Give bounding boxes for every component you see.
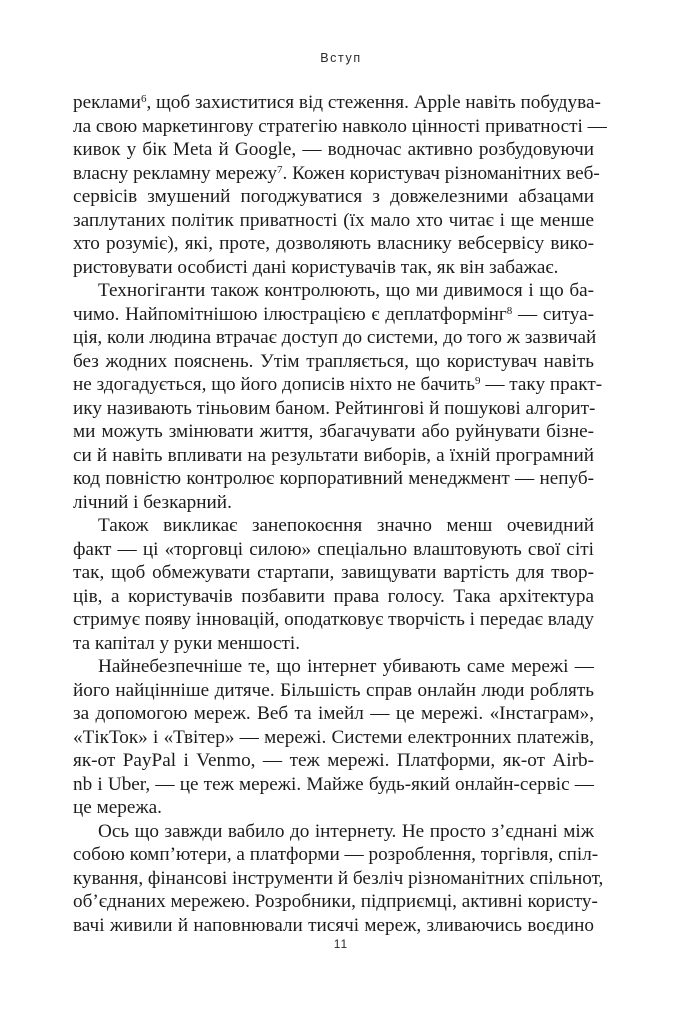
text-line: за допомогою мереж. Веб та імейл — це мережі. «Інстаграм», [73, 703, 594, 724]
text-line: об’єднаних мережею. Розробники, підприємці, активні користу- [73, 891, 598, 912]
text-line: хто розуміє), які, проте, дозволяють власнику вебсервісу вико- [73, 233, 594, 254]
footnote-marker: 9 [475, 375, 481, 387]
text-line: код повністю контролює корпоративний менеджмент — непуб- [73, 468, 594, 489]
text-line: заплутаних політик приватності (їх мало хто читає і ще менше [73, 209, 594, 231]
text-line: кування, фінансові інструменти й безліч різноманітних спільнот, [73, 867, 604, 889]
text-line: ція, коли людина втрачає доступ до системи, до того ж зазвичай [73, 327, 597, 348]
text-line: стримує появу інновацій, оподатковує творчість і передає владу [73, 609, 594, 630]
text-line: не здогадується, що його дописів ніхто не бачить$^9$ — таку практ- [73, 374, 603, 395]
text-line: без жодних пояснень. Утім трапляється, що користувач навіть [73, 350, 594, 372]
text-line: чимо. Найпомітнішою ілюстрацією є деплатформінг$^8$ — ситуа- [73, 303, 594, 325]
text-line: ристовувати особисті дані користувачів так, як він забажає. [73, 256, 559, 278]
text-line: факт — ці «торговці силою» спеціально влаштовують свої сіті [73, 538, 594, 560]
text-line: си й навіть впливати на результати виборів, а їхній програмний [73, 444, 594, 466]
text-line: вачі живили й наповнювали тисячі мереж, зливаючись воєдино [73, 914, 594, 936]
text-line: лічний і безкарний. [73, 491, 232, 513]
text-line: Ось що завжди вабило до інтернету. Не просто з’єднані між [98, 820, 594, 842]
text-line: Також викликає занепокоєння значно менш очевидний [98, 515, 594, 536]
text-line: це мережа. [73, 797, 162, 818]
text-line: ми можуть змінювати життя, збагачувати або руйнувати бізне- [73, 421, 594, 442]
text-line: власну рекламну мережу$^7$. Кожен користувач різноманітних веб- [73, 162, 600, 184]
text-line: Техногіганти також контролюють, що ми дивимося і що ба- [98, 280, 594, 301]
text-line: «ТікТок» і «Твітер» — мережі. Системи електронних платежів, [73, 726, 594, 748]
text-line: його найцінніше дитяче. Більшість справ онлайн люди роблять [73, 679, 594, 701]
footnote-marker: 6 [140, 93, 147, 105]
text-line: nb і Uber, — це теж мережі. Майже будь-який онлайн-сервіс — [73, 773, 594, 795]
body-text [73, 91, 607, 937]
text-line: як-от PayPal і Venmo, — теж мережі. Платформи, як-от Airb- [73, 750, 594, 771]
footnote-marker: 8 [506, 304, 513, 317]
text-line: так, щоб обмежувати стартапи, завищувати вартість для твор- [73, 562, 594, 583]
text-line: ику називають тіньовим баном. Рейтингові й пошукові алгорит- [73, 397, 596, 419]
text-line: собою комп’ютери, а платформи — розроблення, торгівля, спіл- [73, 844, 599, 865]
text-line: ла свою маркетингову стратегію навколо цінності приватності — [73, 115, 607, 137]
running-head: Вступ [320, 51, 362, 65]
text-line: та капітал у руки меншості. [73, 632, 301, 654]
text-line: сервісів змушений погоджуватися з довжелезними абзацами [73, 186, 594, 207]
text-line: реклами$^6$, щоб захиститися від стеження. Apple навіть побудува- [73, 92, 601, 113]
text-line: Найнебезпечніше те, що інтернет убивають саме мережі — [98, 656, 594, 677]
text-line: ців, а користувачів позбавити права голосу. Така архітектура [73, 585, 594, 607]
page-number: 11 [333, 937, 349, 951]
footnote-marker: 7 [277, 163, 283, 176]
text-line: кивок у бік Meta й Google, — водночас активно розбудовуючи [73, 139, 594, 160]
